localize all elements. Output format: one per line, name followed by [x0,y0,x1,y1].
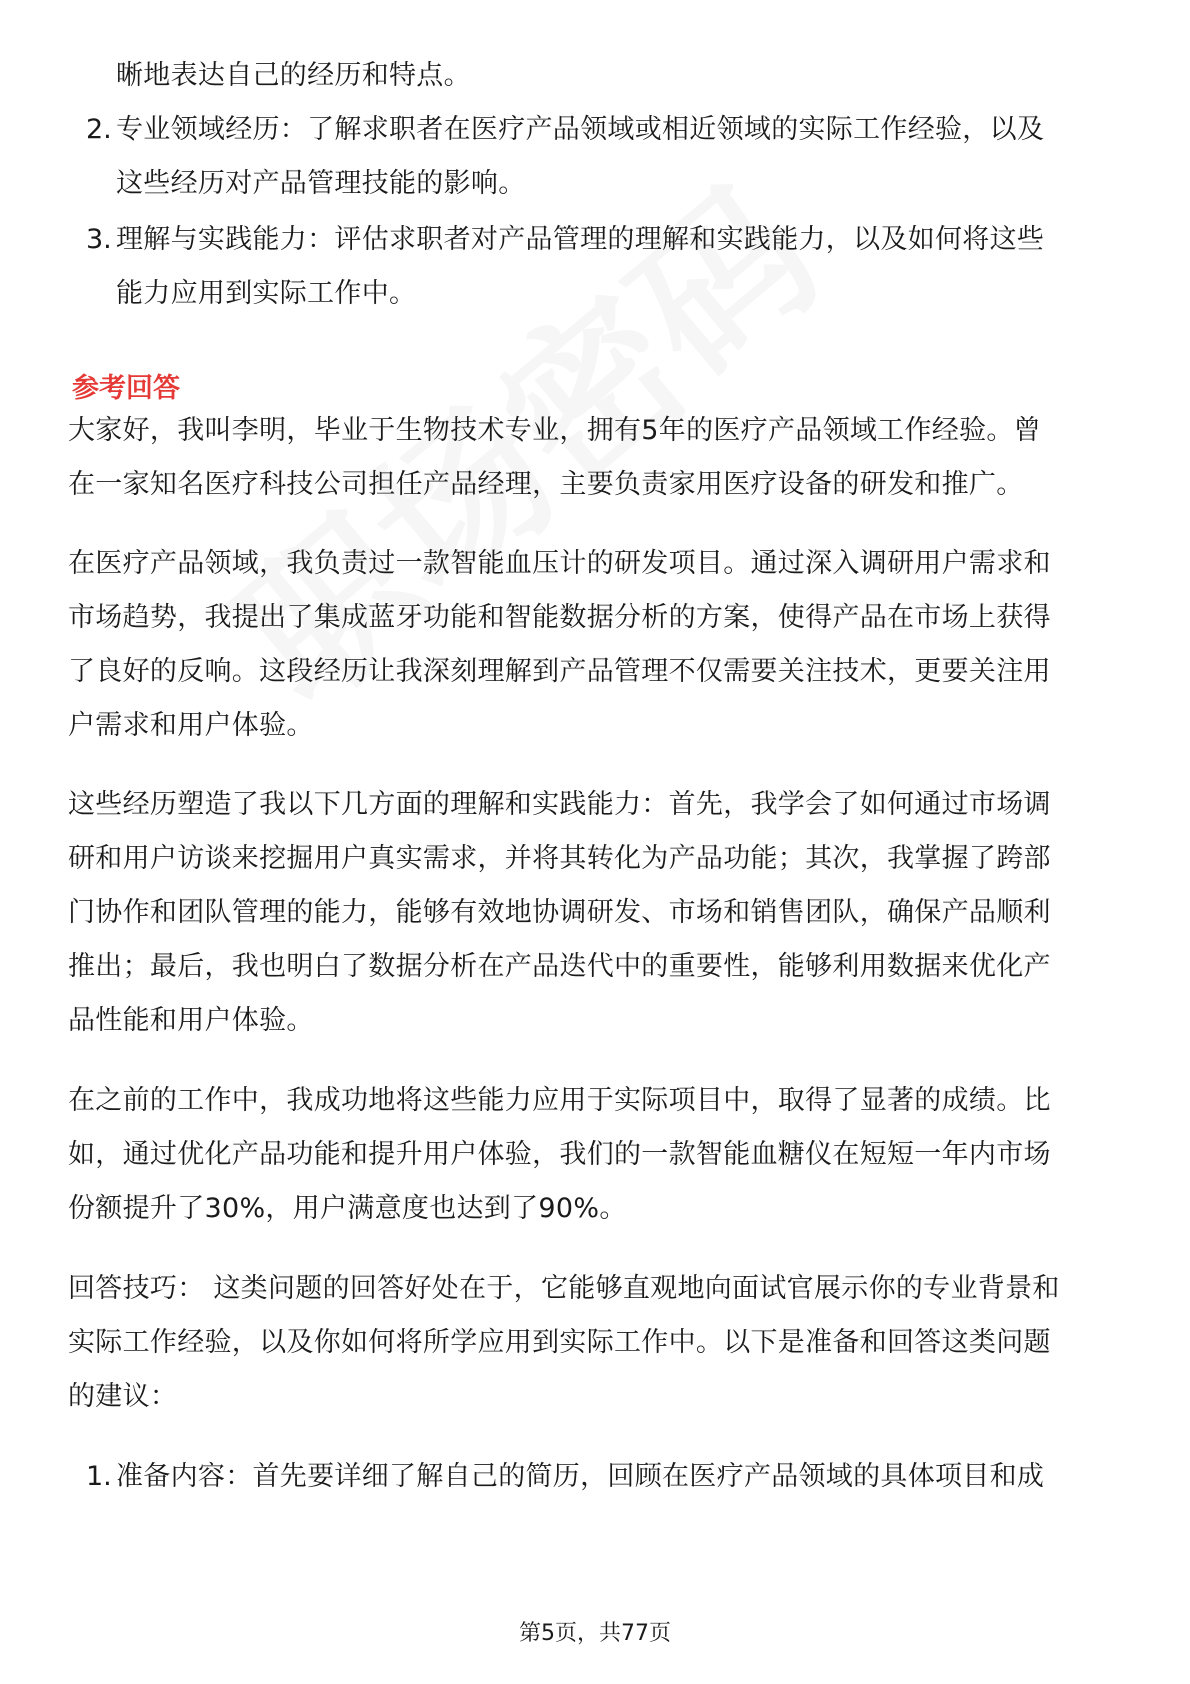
list-item-2-line-1: 专业领域经历：了解求职者在医疗产品领域或相近领域的实际工作经验，以及 [116,114,1045,145]
paragraph-1-line-2: 在一家知名医疗科技公司担任产品经理，主要负责家用医疗设备的研发和推广。 [68,469,1024,500]
paragraph-5-line-1: 回答技巧： 这类问题的回答好处在于，它能够直观地向面试官展示你的专业背景和 [68,1273,1060,1304]
list-item-3-line-1: 理解与实践能力：评估求职者对产品管理的理解和实践能力，以及如何将这些 [116,224,1045,255]
paragraph-1-line-1: 大家好，我叫李明，毕业于生物技术专业，拥有5年的医疗产品领域工作经验。曾 [68,415,1041,446]
list-item-2-line-2: 这些经历对产品管理技能的影响。 [116,168,526,199]
page-number-footer: 第5页，共77页 [519,1621,671,1646]
paragraph-3-line-1: 这些经历塑造了我以下几方面的理解和实践能力：首先，我学会了如何通过市场调 [68,789,1051,820]
paragraph-3-line-5: 品性能和用户体验。 [68,1005,314,1036]
list-item-3-line-2: 能力应用到实际工作中。 [116,278,417,309]
paragraph-4-line-1: 在之前的工作中，我成功地将这些能力应用于实际项目中，取得了显著的成绩。比 [68,1085,1051,1116]
paragraph-2-line-1: 在医疗产品领域，我负责过一款智能血压计的研发项目。通过深入调研用户需求和 [68,548,1051,579]
paragraph-2-line-3: 了良好的反响。这段经历让我深刻理解到产品管理不仅需要关注技术，更要关注用 [68,656,1051,687]
paragraph-5-line-2: 实际工作经验，以及你如何将所学应用到实际工作中。以下是准备和回答这类问题 [68,1327,1051,1358]
section-heading: 参考回答 [72,373,180,404]
paragraph-2-line-2: 市场趋势，我提出了集成蓝牙功能和智能数据分析的方案，使得产品在市场上获得 [68,602,1051,633]
paragraph-5-line-3: 的建议： [68,1381,178,1412]
paragraph-2-line-4: 户需求和用户体验。 [68,710,314,741]
paragraph-4-line-2: 如，通过优化产品功能和提升用户体验，我们的一款智能血糖仪在短短一年内市场 [68,1139,1051,1170]
paragraph-3-line-3: 门协作和团队管理的能力，能够有效地协调研发、市场和销售团队，确保产品顺利 [68,897,1051,928]
tips-list-item-1-line-1: 准备内容：首先要详细了解自己的简历，回顾在医疗产品领域的具体项目和成 [116,1461,1045,1492]
list-item-3-number: 3. [86,224,112,255]
paragraph-4-line-3: 份额提升了30%，用户满意度也达到了90%。 [68,1193,627,1224]
tips-list-item-1-number: 1. [86,1461,112,1492]
paragraph-3-line-4: 推出；最后，我也明白了数据分析在产品迭代中的重要性，能够利用数据来优化产 [68,951,1051,982]
list-item-2-number: 2. [86,114,112,145]
paragraph-3-line-2: 研和用户访谈来挖掘用户真实需求，并将其转化为产品功能；其次，我掌握了跨部 [68,843,1051,874]
list-item-1-continuation: 晰地表达自己的经历和特点。 [116,60,471,91]
